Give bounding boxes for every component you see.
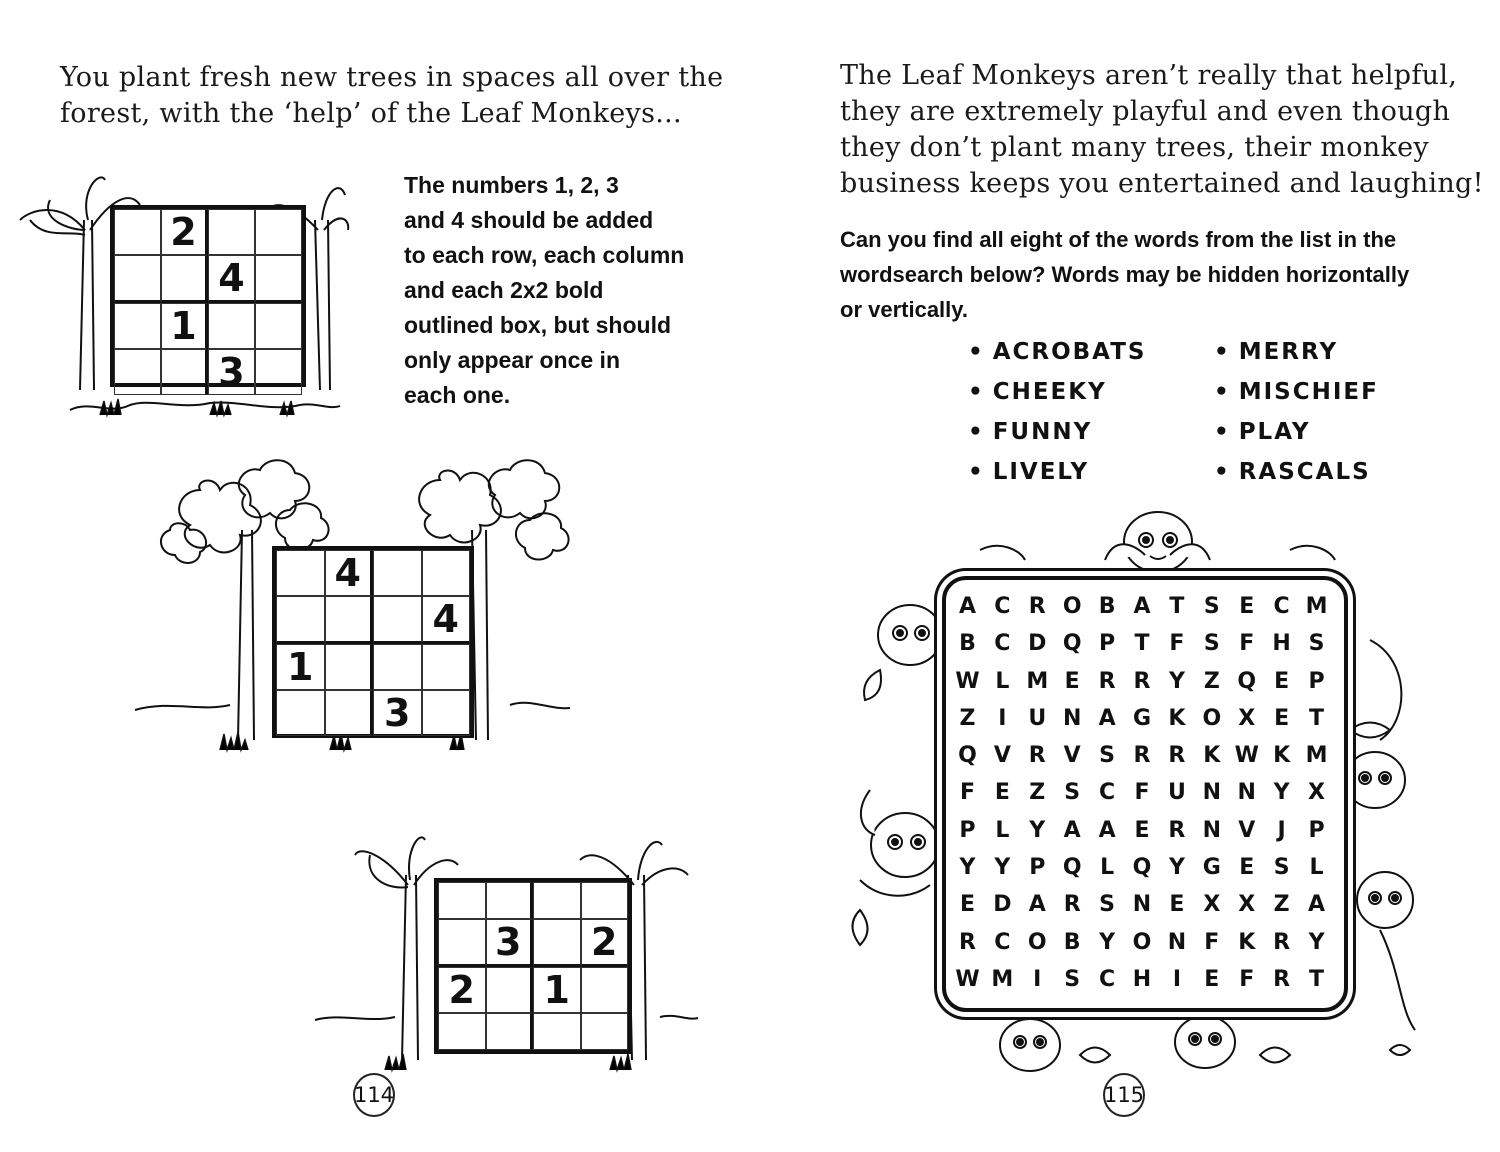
sudoku-cell[interactable]: 2 — [161, 209, 208, 255]
sudoku-grid-1[interactable] — [110, 205, 306, 394]
wordsearch-letter[interactable]: O — [1027, 929, 1047, 955]
wordsearch-letter[interactable]: Q — [1132, 855, 1152, 881]
sudoku-cell[interactable] — [325, 690, 374, 736]
wordsearch-letter[interactable]: A — [1098, 817, 1116, 843]
sudoku-cell[interactable] — [255, 255, 302, 303]
wordsearch-letter[interactable]: I — [1033, 966, 1042, 992]
word-label: PLAY — [1238, 419, 1311, 445]
wordsearch-letter[interactable]: X — [1308, 780, 1326, 806]
wordsearch-letter[interactable]: D — [993, 892, 1012, 918]
wordsearch-letter[interactable]: B — [959, 631, 976, 657]
sudoku-cell[interactable] — [533, 1013, 581, 1050]
wordsearch-letter[interactable]: G — [1202, 855, 1221, 881]
wordsearch-letter[interactable]: R — [958, 929, 976, 955]
sudoku-cell[interactable]: 4 — [422, 596, 471, 644]
wordsearch-letter[interactable]: E — [994, 780, 1010, 806]
wordsearch-letter[interactable]: Q — [958, 743, 977, 769]
bullet-icon: • — [968, 379, 985, 405]
sudoku-grid-2[interactable] — [272, 546, 474, 738]
sudoku-cell[interactable] — [114, 303, 161, 349]
intro-line: they are extremely playful and even though — [840, 96, 1451, 127]
word-list-item — [968, 414, 1214, 450]
instruction-line: and each 2x2 bold — [404, 277, 604, 303]
sudoku-cell[interactable] — [325, 596, 374, 644]
bullet-icon: • — [1214, 459, 1231, 485]
wordsearch-letter[interactable]: J — [1277, 817, 1286, 843]
wordsearch-letter[interactable]: E — [1134, 817, 1150, 843]
sudoku-cell[interactable] — [255, 209, 302, 255]
wordsearch-letter[interactable]: F — [1204, 929, 1220, 955]
wordsearch-letter[interactable]: V — [1063, 743, 1081, 769]
wordsearch-letter[interactable]: L — [1309, 855, 1324, 881]
wordsearch-letter[interactable]: S — [1064, 966, 1081, 992]
sudoku-cell[interactable] — [533, 919, 581, 967]
sudoku-cell[interactable] — [438, 882, 486, 919]
wordsearch-letter[interactable]: E — [1064, 668, 1080, 694]
wordsearch-letter[interactable]: I — [1172, 966, 1181, 992]
wordsearch-letter[interactable]: Z — [1203, 668, 1220, 694]
sudoku-instructions — [404, 168, 684, 413]
wordsearch-letter[interactable]: R — [1273, 966, 1291, 992]
sudoku-cell[interactable] — [208, 209, 255, 255]
wordsearch-letter[interactable]: Y — [1273, 780, 1290, 806]
instruction-line: to each row, each column — [404, 242, 685, 268]
sudoku-cell[interactable] — [255, 303, 302, 349]
wordsearch-letter[interactable]: A — [1308, 892, 1326, 918]
bullet-icon: • — [1214, 419, 1231, 445]
wordsearch-letter[interactable]: S — [1099, 743, 1115, 769]
word-label: MISCHIEF — [1238, 379, 1379, 405]
wordsearch-letter[interactable]: R — [1133, 743, 1151, 769]
wordsearch-letter[interactable]: S — [1099, 892, 1115, 918]
wordsearch-letter[interactable]: F — [1239, 966, 1255, 992]
sudoku-cell[interactable] — [255, 349, 302, 395]
sudoku-cell[interactable] — [581, 882, 629, 919]
wordsearch-letter[interactable]: C — [1099, 780, 1116, 806]
word-label: ACROBATS — [992, 339, 1147, 365]
wordsearch-letter[interactable]: X — [1238, 705, 1256, 731]
sudoku-cell[interactable] — [325, 644, 374, 690]
intro-line: business keeps you entertained and laughing! — [840, 168, 1484, 199]
page-number: 115 — [1103, 1073, 1145, 1117]
sudoku-cell[interactable] — [114, 255, 161, 303]
wordsearch-letter[interactable]: R — [1028, 743, 1046, 769]
sudoku-cell[interactable] — [161, 349, 208, 395]
sudoku-cell[interactable] — [438, 1013, 486, 1050]
wordsearch-letter[interactable]: S — [1273, 855, 1290, 881]
wordsearch-letter[interactable]: M — [1305, 594, 1328, 620]
wordsearch-letter[interactable]: R — [1063, 892, 1081, 918]
wordsearch-letter[interactable]: H — [1132, 966, 1152, 992]
sudoku-grid-3[interactable] — [434, 878, 632, 1054]
wordsearch-letter[interactable]: K — [1273, 743, 1291, 769]
word-label: CHEEKY — [992, 379, 1107, 405]
wordsearch-letter[interactable]: R — [1098, 668, 1116, 694]
wordsearch-letter[interactable]: T — [1134, 631, 1150, 657]
wordsearch-letter[interactable]: R — [1133, 668, 1151, 694]
wordsearch-letter[interactable]: W — [1234, 743, 1259, 769]
wordsearch-letter[interactable]: L — [995, 668, 1010, 694]
sudoku-cell[interactable]: 4 — [208, 255, 255, 303]
sudoku-cell[interactable]: 3 — [208, 349, 255, 395]
sudoku-cell[interactable]: 1 — [161, 303, 208, 349]
wordsearch-letter[interactable]: S — [1064, 780, 1081, 806]
wordsearch-letter[interactable]: Z — [1029, 780, 1046, 806]
wordsearch-letter[interactable]: C — [1099, 966, 1116, 992]
wordsearch-letter[interactable]: Q — [1237, 668, 1257, 694]
instruction-line: The numbers 1, 2, 3 — [404, 172, 619, 198]
instruction-line: only appear once in — [404, 347, 620, 373]
sudoku-cell[interactable]: 2 — [581, 919, 629, 967]
sudoku-cell[interactable] — [486, 967, 534, 1013]
instruction-line: wordsearch below? Words may be hidden horizontally — [840, 262, 1410, 287]
bullet-icon: • — [968, 339, 985, 365]
word-label: RASCALS — [1238, 459, 1371, 485]
wordsearch-letter[interactable]: E — [1204, 966, 1220, 992]
wordsearch-letter[interactable]: M — [991, 966, 1014, 992]
intro-line: You plant fresh new trees in spaces all over the — [60, 62, 724, 93]
word-label: MERRY — [1238, 339, 1339, 365]
word-label: FUNNY — [992, 419, 1093, 445]
wordsearch-letter[interactable]: U — [1167, 780, 1186, 806]
sudoku-cell[interactable] — [161, 255, 208, 303]
wordsearch-letter[interactable]: W — [955, 966, 980, 992]
wordsearch-letter[interactable]: F — [1169, 631, 1185, 657]
wordsearch-letter[interactable]: A — [1028, 892, 1046, 918]
wordsearch-letter[interactable]: T — [1309, 705, 1325, 731]
wordsearch-letter[interactable]: N — [1202, 817, 1222, 843]
wordsearch-grid[interactable] — [950, 588, 1334, 998]
wordsearch-letter[interactable]: P — [959, 817, 976, 843]
wordsearch-letter[interactable]: S — [1203, 631, 1220, 657]
sudoku-cell[interactable]: 4 — [325, 550, 374, 596]
word-list-item — [1214, 334, 1388, 370]
wordsearch-letter[interactable]: R — [1168, 743, 1186, 769]
wordsearch-letter[interactable]: N — [1062, 705, 1082, 731]
wordsearch-letter[interactable]: R — [1273, 929, 1291, 955]
wordsearch-letter[interactable]: A — [1063, 817, 1081, 843]
sudoku-cell[interactable] — [114, 209, 161, 255]
wordsearch-letter[interactable]: L — [995, 817, 1010, 843]
wordsearch-letter[interactable]: Q — [1062, 631, 1082, 657]
wordsearch-letter[interactable]: R — [1028, 594, 1046, 620]
bullet-icon: • — [1214, 339, 1231, 365]
instruction-line: Can you find all eight of the words from the list in the — [840, 227, 1397, 252]
wordsearch-letter[interactable]: P — [1029, 855, 1046, 881]
wordsearch-letter[interactable]: Y — [1099, 929, 1116, 955]
sudoku-cell[interactable]: 2 — [438, 967, 486, 1013]
wordsearch-letter[interactable]: K — [1168, 705, 1186, 731]
sudoku-cell[interactable] — [373, 596, 422, 644]
right-intro-text — [840, 58, 1484, 202]
instruction-line: or vertically. — [840, 297, 968, 322]
page-number: 114 — [353, 1073, 395, 1117]
wordsearch-letter[interactable]: A — [1098, 705, 1116, 731]
wordsearch-letter[interactable]: C — [1273, 594, 1290, 620]
word-label: LIVELY — [992, 459, 1090, 485]
sudoku-cell[interactable] — [114, 349, 161, 395]
word-list-item — [968, 374, 1214, 410]
wordsearch-letter[interactable]: C — [994, 594, 1011, 620]
wordsearch-letter[interactable]: O — [1062, 594, 1082, 620]
wordsearch-letter[interactable]: T — [1169, 594, 1185, 620]
wordsearch-letter[interactable]: P — [1308, 817, 1325, 843]
wordsearch-letter[interactable]: E — [1239, 594, 1255, 620]
word-list-item — [1214, 374, 1388, 410]
intro-line: they don’t plant many trees, their monkey — [840, 132, 1429, 163]
instruction-line: outlined box, but should — [404, 312, 672, 338]
wordsearch-letter[interactable]: M — [1305, 743, 1328, 769]
sudoku-cell[interactable] — [208, 303, 255, 349]
wordsearch-letter[interactable]: N — [1132, 892, 1152, 918]
wordsearch-letter[interactable]: F — [959, 780, 975, 806]
wordsearch-letter[interactable]: E — [1239, 855, 1255, 881]
sudoku-cell[interactable] — [486, 882, 534, 919]
wordsearch-letter[interactable]: Z — [1273, 892, 1290, 918]
intro-line: The Leaf Monkeys aren’t really that helpful, — [840, 60, 1458, 91]
wordsearch-letter[interactable]: Y — [1029, 817, 1046, 843]
wordsearch-letter[interactable]: D — [1028, 631, 1047, 657]
wordsearch-letter[interactable]: V — [1238, 817, 1256, 843]
bullet-icon: • — [968, 419, 985, 445]
bullet-icon: • — [1214, 379, 1231, 405]
instruction-line: and 4 should be added — [404, 207, 654, 233]
wordsearch-letter[interactable]: N — [1167, 929, 1187, 955]
sudoku-cell[interactable] — [581, 967, 629, 1013]
wordsearch-letter[interactable]: A — [1133, 594, 1151, 620]
sudoku-cell[interactable] — [276, 690, 325, 736]
wordsearch-letter[interactable]: B — [1098, 594, 1116, 620]
word-list-item — [1214, 454, 1388, 490]
sudoku-cell[interactable] — [422, 644, 471, 690]
sudoku-cell[interactable]: 3 — [486, 919, 534, 967]
sudoku-cell[interactable] — [438, 919, 486, 967]
instruction-line: each one. — [404, 382, 511, 408]
bullet-icon: • — [968, 459, 985, 485]
sudoku-cell[interactable]: 1 — [533, 967, 581, 1013]
sudoku-cell[interactable] — [373, 550, 422, 596]
wordsearch-letter[interactable]: P — [1099, 631, 1116, 657]
wordsearch-letter[interactable]: E — [959, 892, 975, 918]
wordsearch-letter[interactable]: R — [1168, 817, 1186, 843]
wordsearch-letter[interactable]: W — [955, 668, 980, 694]
wordsearch-letter[interactable]: P — [1308, 668, 1325, 694]
wordsearch-letter[interactable]: Y — [1168, 668, 1185, 694]
sudoku-cell[interactable] — [422, 550, 471, 596]
wordsearch-letter[interactable]: T — [1309, 966, 1325, 992]
wordsearch-letter[interactable]: F — [1134, 780, 1150, 806]
wordsearch-letter[interactable]: F — [1239, 631, 1255, 657]
wordsearch-letter[interactable]: E — [1274, 668, 1290, 694]
wordsearch-letter[interactable]: K — [1238, 929, 1256, 955]
wordsearch-letter[interactable]: Z — [959, 705, 976, 731]
wordsearch-letter[interactable]: O — [1132, 929, 1152, 955]
wordsearch-letter[interactable]: K — [1203, 743, 1221, 769]
sudoku-cell[interactable] — [373, 644, 422, 690]
wordsearch-letter[interactable]: V — [993, 743, 1011, 769]
sudoku-cell[interactable] — [276, 550, 325, 596]
left-intro-text — [60, 60, 723, 132]
sudoku-cell[interactable] — [533, 882, 581, 919]
wordsearch-letter[interactable]: C — [994, 631, 1011, 657]
wordsearch-letter[interactable]: G — [1132, 705, 1152, 731]
wordsearch-letter[interactable]: X — [1203, 892, 1221, 918]
wordsearch-letter[interactable]: N — [1202, 780, 1222, 806]
wordsearch-letter[interactable]: Y — [1308, 929, 1325, 955]
wordsearch-letter[interactable]: E — [1274, 705, 1290, 731]
wordsearch-letter[interactable]: B — [1063, 929, 1081, 955]
wordsearch-letter[interactable]: Y — [959, 855, 976, 881]
wordsearch-letter[interactable]: Y — [1168, 855, 1185, 881]
sudoku-cell[interactable]: 3 — [373, 690, 422, 736]
sudoku-cell[interactable] — [422, 690, 471, 736]
wordsearch-letter[interactable]: I — [998, 705, 1007, 731]
wordsearch-letter[interactable]: O — [1202, 705, 1222, 731]
sudoku-cell[interactable] — [486, 1013, 534, 1050]
wordsearch-letter[interactable]: Y — [994, 855, 1011, 881]
word-list — [968, 334, 1388, 490]
wordsearch-instructions — [840, 222, 1409, 327]
wordsearch-letter[interactable]: E — [1169, 892, 1185, 918]
wordsearch-letter[interactable]: S — [1308, 631, 1325, 657]
sudoku-cell[interactable] — [276, 596, 325, 644]
wordsearch-letter[interactable]: Q — [1062, 855, 1082, 881]
wordsearch-letter[interactable]: M — [1026, 668, 1049, 694]
intro-line: forest, with the ‘help’ of the Leaf Monkeys... — [60, 98, 682, 129]
wordsearch-letter[interactable]: H — [1272, 631, 1291, 657]
wordsearch-letter[interactable]: C — [994, 929, 1011, 955]
wordsearch-letter[interactable]: A — [958, 594, 976, 620]
word-list-item — [968, 454, 1214, 490]
word-list-item — [968, 334, 1214, 370]
wordsearch-letter[interactable]: S — [1203, 594, 1220, 620]
sudoku-cell[interactable] — [581, 1013, 629, 1050]
wordsearch-letter[interactable]: N — [1237, 780, 1256, 806]
wordsearch-letter[interactable]: U — [1028, 705, 1047, 731]
word-list-item — [1214, 414, 1388, 450]
wordsearch-letter[interactable]: X — [1238, 892, 1256, 918]
sudoku-cell[interactable]: 1 — [276, 644, 325, 690]
wordsearch-letter[interactable]: L — [1100, 855, 1115, 881]
